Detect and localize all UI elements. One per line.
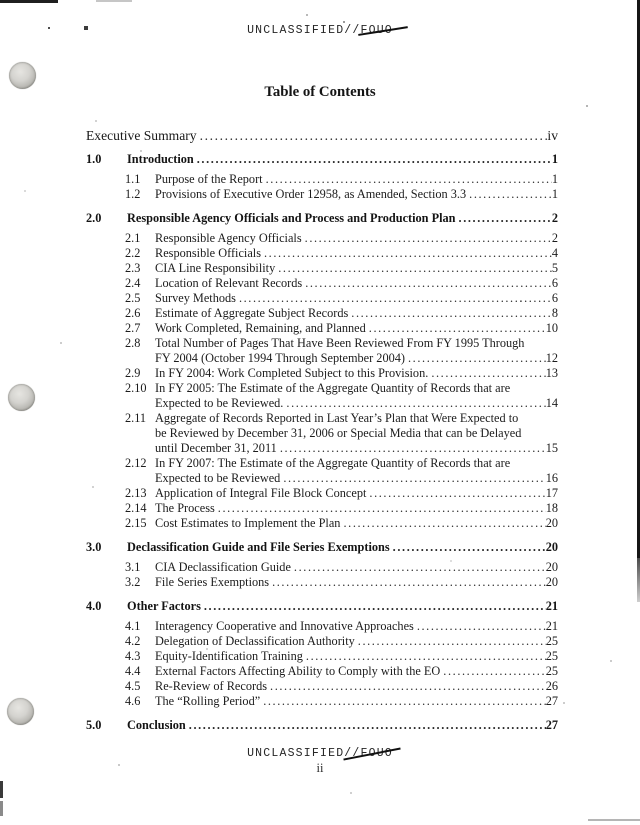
toc-entry-number: 2.6	[125, 306, 141, 320]
toc-entry	[125, 172, 558, 187]
classification-banner-top	[0, 24, 640, 37]
toc-entry-number: 4.4	[125, 664, 141, 678]
toc-entry-number: 4.6	[125, 694, 141, 708]
toc-entry	[125, 694, 558, 709]
toc-entry	[86, 718, 558, 733]
toc-entry-page: 20	[545, 539, 558, 554]
table-of-contents	[86, 128, 558, 738]
toc-entry-number: 2.9	[125, 366, 141, 380]
toc-entry	[125, 336, 558, 366]
toc-entry-number: 2.12	[125, 456, 147, 470]
toc-entry-page: 5	[551, 261, 558, 275]
toc-entry-text: Expected to be Reviewed.	[155, 396, 284, 410]
toc-entry-text: CIA Declassification Guide	[155, 560, 291, 574]
page-edge-artifact	[0, 801, 3, 816]
toc-entry-text: Cost Estimates to Implement the Plan	[155, 516, 341, 530]
toc-entry-number: 2.2	[125, 246, 141, 260]
toc-entry-text: FY 2004 (October 1994 Through September 2004)	[155, 351, 405, 365]
toc-entry-text: Delegation of Declassification Authority	[155, 634, 355, 648]
toc-entry-text: Aggregate of Records Reported in Last Year’s Plan that Were Expected to	[155, 411, 519, 425]
leader-dots	[261, 246, 552, 261]
toc-entry-number: 2.8	[125, 336, 141, 350]
page-edge-artifact	[96, 0, 132, 2]
toc-entry-page: 25	[545, 634, 558, 648]
toc-entry-number: 1.1	[125, 172, 141, 186]
toc-entry	[125, 679, 558, 694]
toc-entry	[125, 575, 558, 590]
toc-entry-page: 20	[545, 516, 558, 530]
toc-entry	[125, 187, 558, 202]
toc-entry-text: Estimate of Aggregate Subject Records	[155, 306, 349, 320]
toc-entry-page: 20	[545, 575, 558, 589]
toc-entry	[125, 246, 558, 261]
toc-entry-page: 2	[551, 210, 558, 225]
toc-entry-number: 2.4	[125, 276, 141, 290]
toc-entry-text: Responsible Agency Officials and Process and Production Plan	[127, 210, 456, 225]
leader-dots	[197, 128, 548, 143]
toc-entry-page: 25	[545, 649, 558, 663]
toc-entry	[86, 152, 558, 167]
toc-entry-page: 21	[545, 619, 558, 633]
toc-entry-text: Work Completed, Remaining, and Planned	[155, 321, 366, 335]
leader-dots	[466, 187, 552, 202]
toc-entry	[125, 560, 558, 575]
toc-entry-text: External Factors Affecting Ability to Comply with the EO	[155, 664, 441, 678]
toc-entry-page: 15	[545, 441, 558, 455]
toc-entry-text: The Process	[155, 501, 215, 515]
toc-entry	[86, 540, 558, 555]
toc-entry-number: 2.15	[125, 516, 147, 530]
toc-entry-number: 1.2	[125, 187, 141, 201]
leader-dots	[263, 172, 552, 187]
scan-noise-speckles	[0, 0, 2, 2]
toc-entry	[125, 231, 558, 246]
leader-dots	[302, 231, 552, 246]
leader-dots	[348, 306, 552, 321]
leader-dots	[280, 471, 545, 486]
leader-dots	[283, 396, 545, 411]
toc-entry-number: 4.0	[86, 598, 102, 613]
toc-entry-text: Purpose of the Report	[155, 172, 263, 186]
toc-entry-page: 16	[545, 471, 558, 485]
toc-entry-page: 1	[551, 172, 558, 186]
toc-entry	[86, 211, 558, 226]
leader-dots	[260, 694, 546, 709]
toc-entry-text: Survey Methods	[155, 291, 236, 305]
toc-entry-page: 20	[545, 560, 558, 574]
leader-dots	[277, 441, 546, 456]
toc-entry-text: Expected to be Reviewed	[155, 471, 281, 485]
leader-dots	[390, 540, 546, 555]
leader-dots	[456, 211, 552, 226]
toc-entry-number: 2.3	[125, 261, 141, 275]
toc-entry-text: Application of Integral File Block Concept	[155, 486, 367, 500]
toc-entry	[125, 321, 558, 336]
toc-entry-text: until December 31, 2011	[155, 441, 277, 455]
toc-entry-text: Provisions of Executive Order 12958, as Amended, Section 3.3	[155, 187, 467, 201]
toc-entry-number: 3.1	[125, 560, 141, 574]
classification-text: UNCLASSIFIED//	[247, 24, 361, 37]
toc-entry	[125, 649, 558, 664]
hole-punch-mark	[8, 384, 35, 411]
leader-dots	[267, 679, 546, 694]
toc-entry-text: Responsible Agency Officials	[155, 231, 302, 245]
toc-entry-text: In FY 2005: The Estimate of the Aggregate Quantity of Records that are	[155, 381, 511, 395]
toc-entry	[125, 411, 558, 456]
toc-entry-page: iv	[547, 128, 558, 143]
toc-entry	[125, 291, 558, 306]
page-edge-artifact	[0, 0, 58, 3]
toc-front-matter-row	[86, 128, 558, 143]
hole-punch-mark	[7, 698, 34, 725]
leader-dots	[291, 560, 546, 575]
toc-entry	[125, 486, 558, 501]
toc-entry-text: Other Factors	[127, 598, 201, 613]
toc-entry-page: 13	[545, 366, 558, 380]
toc-entry-text: CIA Line Responsibility	[155, 261, 276, 275]
toc-entry-number: 2.11	[125, 411, 147, 425]
toc-entry-number: 2.0	[86, 210, 102, 225]
leader-dots	[428, 366, 545, 381]
toc-entry	[125, 381, 558, 411]
toc-entry-page: 27	[545, 717, 558, 732]
toc-entry	[125, 634, 558, 649]
page-edge-artifact	[0, 781, 3, 798]
leader-dots	[201, 599, 546, 614]
toc-entry-number: 1.0	[86, 151, 102, 166]
toc-entry-page: 2	[551, 231, 558, 245]
toc-entry	[125, 501, 558, 516]
leader-dots	[186, 718, 546, 733]
toc-entry-text: The “Rolling Period”	[155, 694, 261, 708]
toc-entry-text: Re-Review of Records	[155, 679, 268, 693]
toc-entry-page: 21	[545, 598, 558, 613]
leader-dots	[440, 664, 545, 679]
toc-entry-page: 10	[545, 321, 558, 335]
toc-entry-page: 17	[545, 486, 558, 500]
leader-dots	[302, 276, 552, 291]
toc-entry	[125, 619, 558, 634]
toc-entry-number: 4.1	[125, 619, 141, 633]
leader-dots	[366, 321, 546, 336]
toc-entry	[125, 276, 558, 291]
classification-struck-fouo: FOUO	[360, 747, 393, 760]
toc-entry	[125, 261, 558, 276]
toc-entry-page: 25	[545, 664, 558, 678]
toc-entry-page: 12	[545, 351, 558, 365]
toc-entry-text: Introduction	[127, 151, 194, 166]
toc-entry-number: 3.2	[125, 575, 141, 589]
toc-entry	[125, 456, 558, 486]
leader-dots	[215, 501, 546, 516]
toc-entry-page: 4	[551, 246, 558, 260]
toc-entry-text: Responsible Officials	[155, 246, 261, 260]
toc-entry	[125, 516, 558, 531]
toc-entry-text: Equity-Identification Training	[155, 649, 303, 663]
toc-entries	[86, 152, 558, 733]
toc-entry-number: 4.3	[125, 649, 141, 663]
page-number: ii	[316, 761, 324, 775]
toc-entry-page: 8	[551, 306, 558, 320]
toc-entry-text: In FY 2007: The Estimate of the Aggregate Quantity of Records that are	[155, 456, 511, 470]
toc-entry-page: 6	[551, 276, 558, 290]
leader-dots	[275, 261, 552, 276]
toc-entry-number: 2.7	[125, 321, 141, 335]
toc-entry-number: 2.5	[125, 291, 141, 305]
toc-entry-text: Declassification Guide and File Series Exemptions	[127, 539, 390, 554]
toc-entry-page: 1	[551, 187, 558, 201]
toc-entry-page: 26	[545, 679, 558, 693]
toc-entry	[125, 366, 558, 381]
leader-dots	[366, 486, 545, 501]
toc-entry-page: 14	[545, 396, 558, 410]
toc-entry-number: 5.0	[86, 717, 102, 732]
toc-entry-text: Executive Summary	[86, 128, 197, 143]
toc-entry	[86, 599, 558, 614]
toc-entry	[125, 306, 558, 321]
toc-entry-text: be Reviewed by December 31, 2006 or Special Media that can be Delayed	[155, 426, 522, 440]
leader-dots	[194, 152, 552, 167]
toc-entry-number: 2.10	[125, 381, 147, 395]
toc-entry-page: 6	[551, 291, 558, 305]
leader-dots	[355, 634, 546, 649]
leader-dots	[340, 516, 545, 531]
toc-entry-page: 1	[551, 151, 558, 166]
classification-text: UNCLASSIFIED//	[247, 747, 361, 760]
classification-struck-fouo: FOUO	[360, 24, 393, 37]
toc-entry-number: 4.5	[125, 679, 141, 693]
toc-entry-number: 4.2	[125, 634, 141, 648]
toc-entry-page: 27	[545, 694, 558, 708]
toc-entry-page: 18	[545, 501, 558, 515]
toc-entry-text: Conclusion	[127, 717, 186, 732]
leader-dots	[405, 351, 546, 366]
toc-entry-text: Total Number of Pages That Have Been Reviewed From FY 1995 Through	[155, 336, 525, 350]
toc-entry-text: Interagency Cooperative and Innovative Approaches	[155, 619, 414, 633]
toc-entry-text: In FY 2004: Work Completed Subject to this Provision.	[155, 366, 429, 380]
leader-dots	[269, 575, 546, 590]
toc-entry-text: File Series Exemptions	[155, 575, 270, 589]
toc-entry-text: Location of Relevant Records	[155, 276, 303, 290]
classification-banner-bottom	[0, 747, 640, 760]
toc-entry	[125, 664, 558, 679]
page-edge-artifact	[588, 819, 640, 821]
toc-entry-number: 2.13	[125, 486, 147, 500]
toc-entry-number: 2.14	[125, 501, 147, 515]
page-title: Table of Contents	[264, 84, 376, 100]
leader-dots	[236, 291, 552, 306]
leader-dots	[414, 619, 546, 634]
toc-entry-number: 3.0	[86, 539, 102, 554]
toc-entry-number: 2.1	[125, 231, 141, 245]
leader-dots	[303, 649, 546, 664]
